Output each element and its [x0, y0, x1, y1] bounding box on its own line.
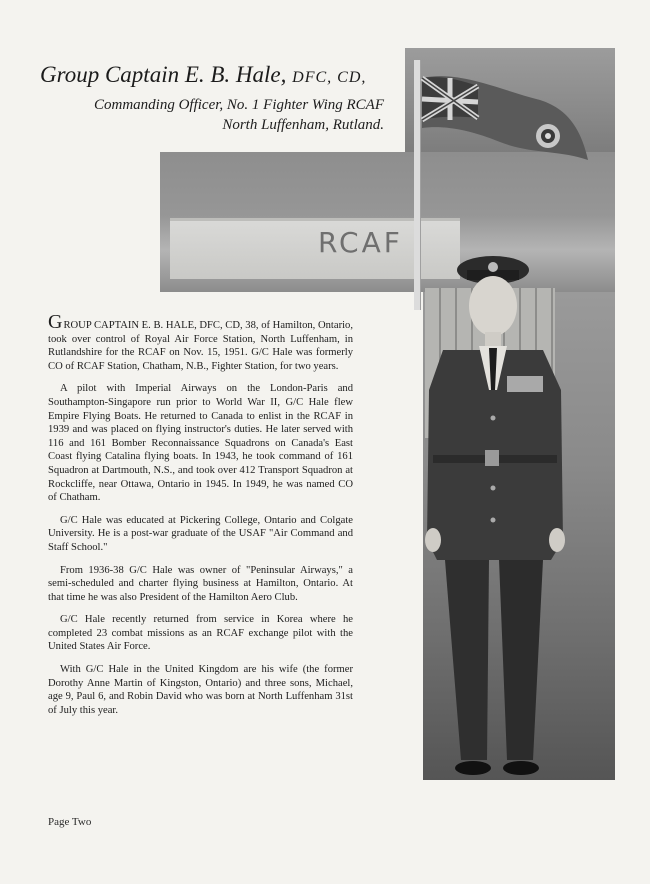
- ensign-flag: [420, 70, 600, 190]
- officer-honors: DFC, CD,: [292, 69, 367, 86]
- officer-name: Group Captain E. B. Hale,: [40, 62, 287, 87]
- subtitle-line-2: North Luffenham, Rutland.: [222, 117, 384, 133]
- subtitle-line-1: Commanding Officer, No. 1 Fighter Wing RCAF: [94, 97, 384, 113]
- paragraph-text: ROUP CAPTAIN E. B. HALE, DFC, CD, 38, of Hamilton, Ontario, took over control of Royal Air Force Station, North Luffenham, in Rutlandshire for the RCAF on Nov. 15, 1951. G/C Hale was formerly CO of RCAF Station, Chatham, N.B., Fighter Station, for two years.: [48, 320, 353, 372]
- article-paragraph-4: From 1936-38 G/C Hale was owner of "Peninsular Airways," a semi-scheduled and charter flying business at Hamilton, Ontario. At that time he was also President of the Hamilton Aero Club.: [48, 564, 353, 603]
- page-number: Page Two: [48, 816, 92, 828]
- article-paragraph-6: With G/C Hale in the United Kingdom are his wife (the former Dorothy Anne Martin of Kingston, Ontario) and three sons, Michael, age 9, Paul 6, and Robin David who was born at North Luffenham 31st of July this year.: [48, 664, 353, 716]
- rcaf-sign: RCAF: [318, 226, 403, 259]
- drop-cap: G: [48, 311, 63, 333]
- officer-portrait: [423, 240, 615, 780]
- article-paragraph-3: G/C Hale was educated at Pickering College, Ontario and Colgate University. He is a post-war graduate of the USAF "Air Command and Staff School.": [48, 514, 353, 553]
- article-paragraph-2: A pilot with Imperial Airways on the London-Paris and Southampton-Singapore run prior to World War II, G/C Hale flew Empire Flying Boats. He returned to Canada to enlist in the RCAF in 1939 and was placed on flying instructor's duties. He later served with 116 and 161 Bomber Reconnaissance Squadrons on Canada's East Coast flying Catalina flying boats. In 1943, he took command of 161 Squadron at Dartmouth, N.S., and took over 412 Transport Squadron at Rockcliffe, near Ottawa, Ontario in 1945. In 1949, he was named CO of Chatham.: [48, 383, 353, 504]
- article-paragraph-1: [48, 311, 353, 373]
- page-title: [40, 62, 400, 91]
- caption-block: [40, 62, 400, 135]
- article-paragraph-5: G/C Hale recently returned from service in Korea where he completed 23 combat missions as an RCAF exchange pilot with the United States Air Force.: [48, 614, 353, 653]
- article-body: [48, 311, 353, 726]
